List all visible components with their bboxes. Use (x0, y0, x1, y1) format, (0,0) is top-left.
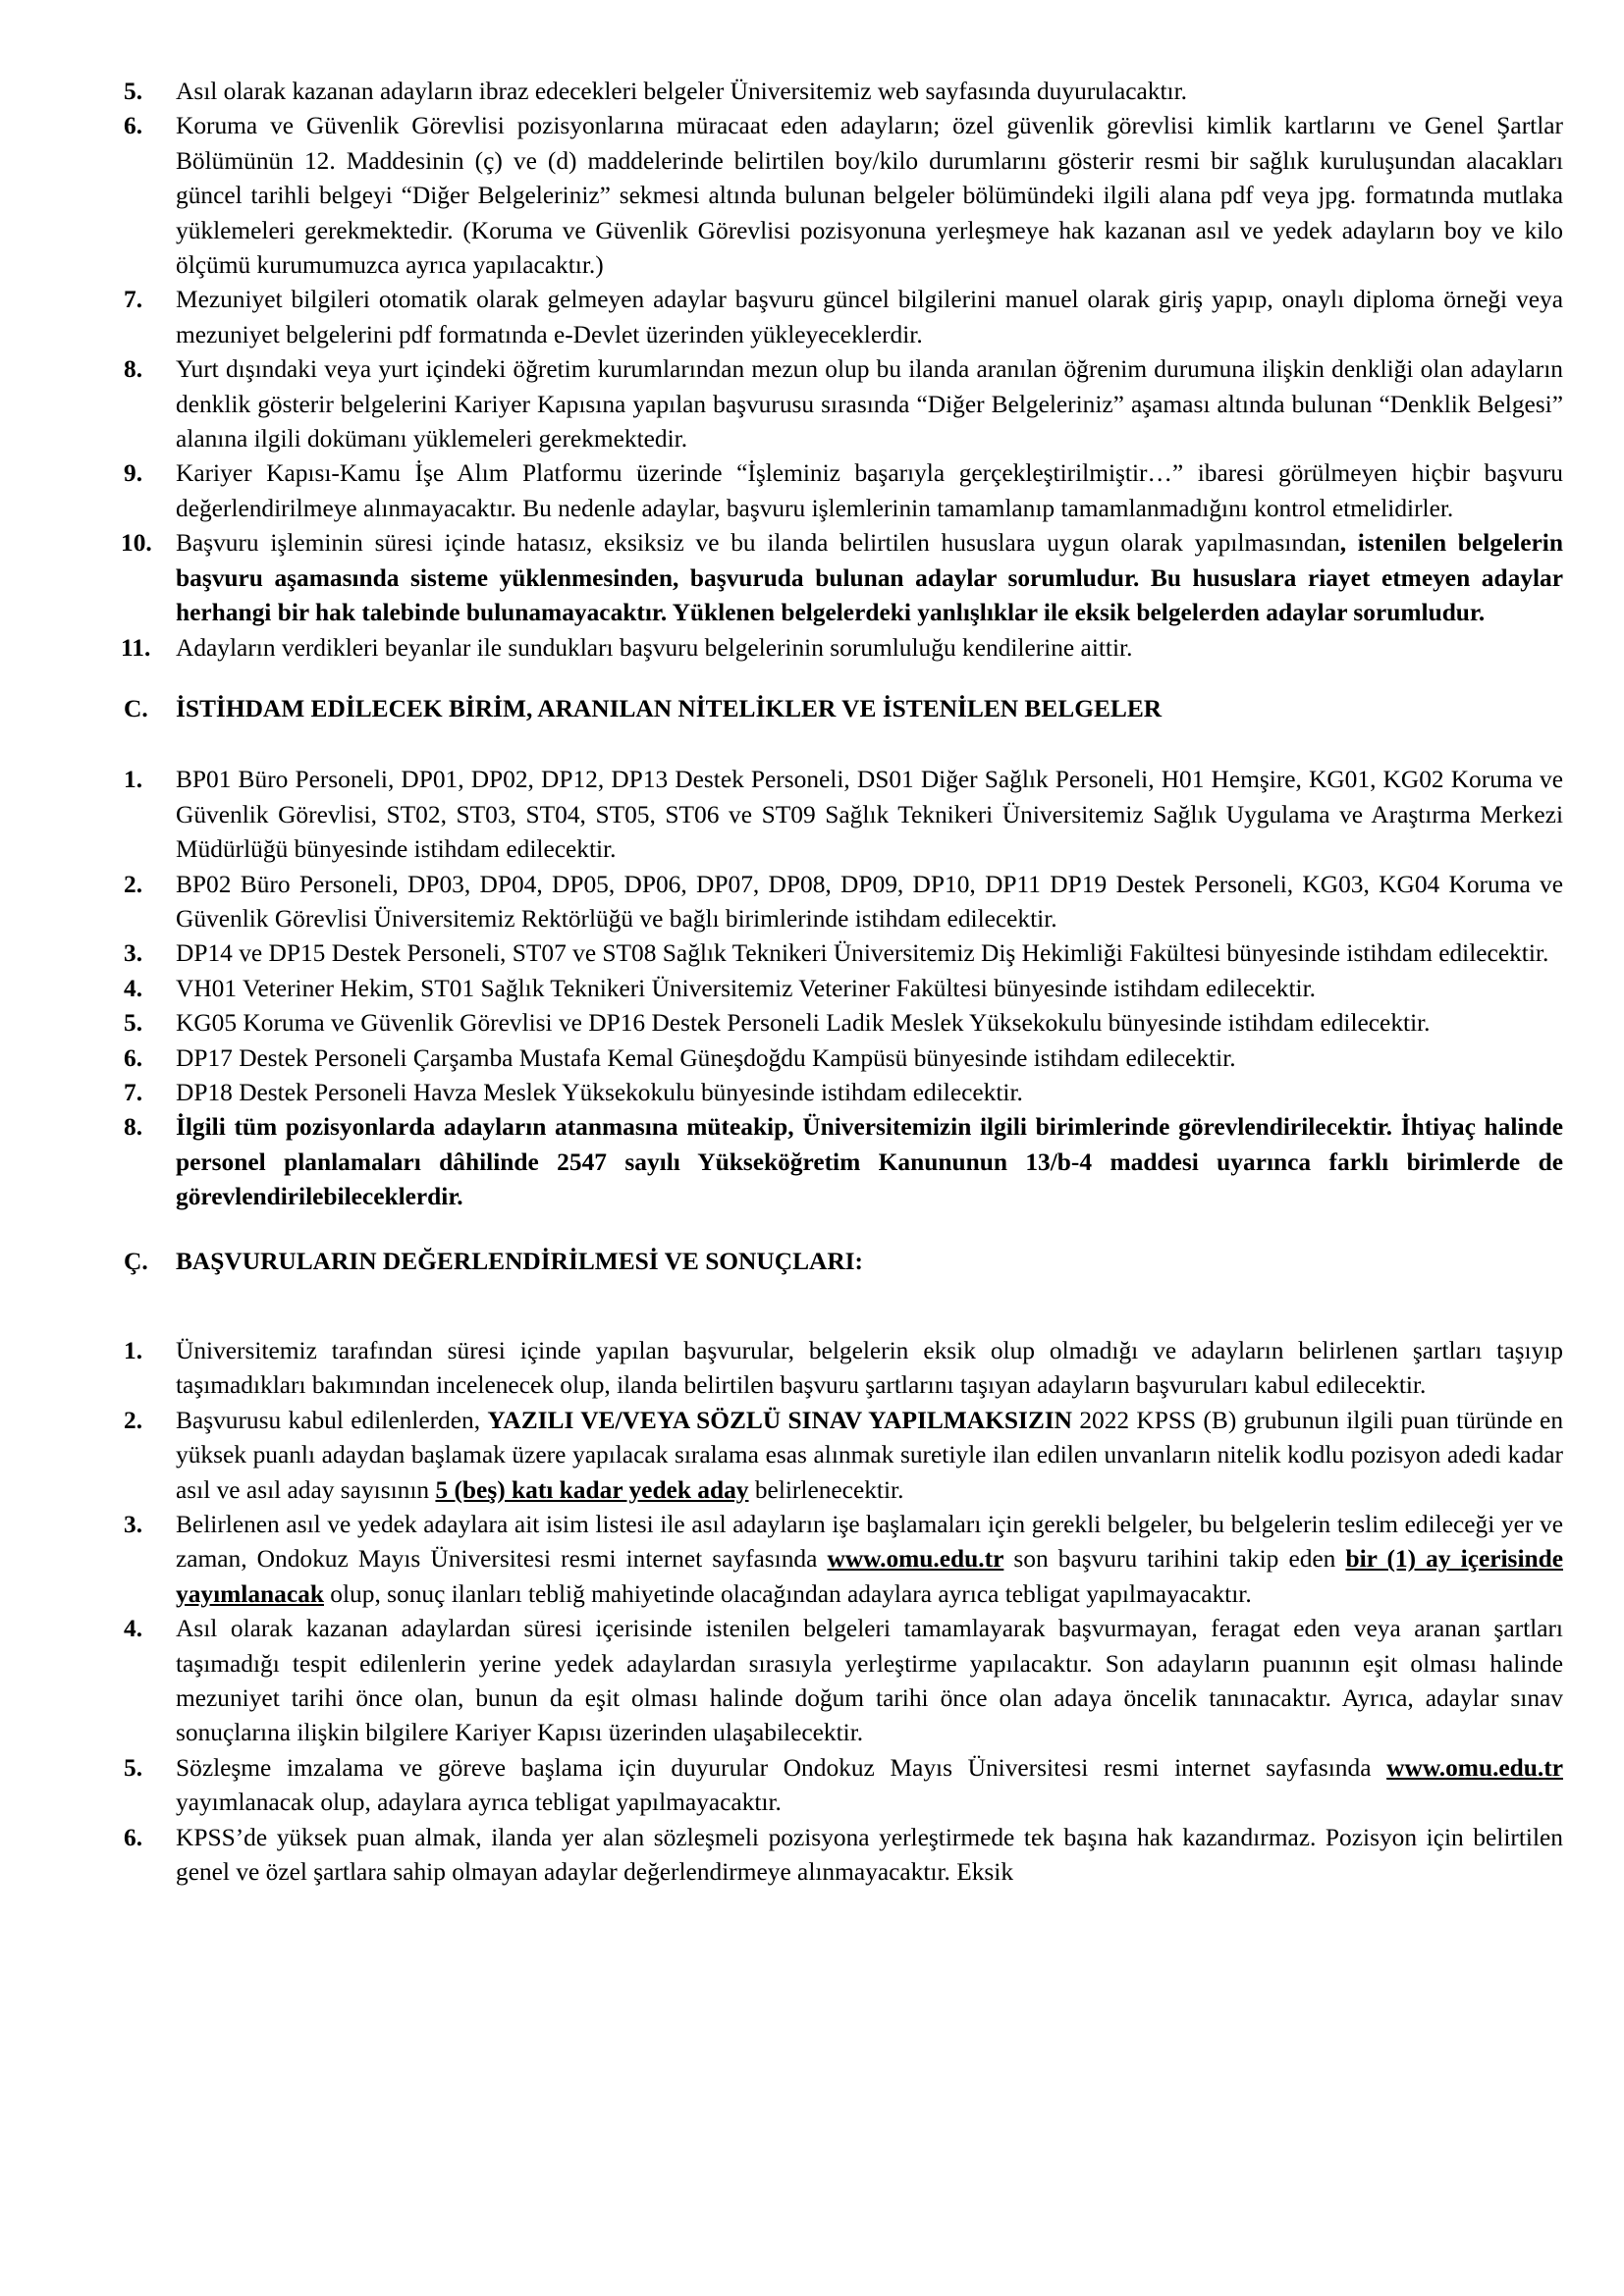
item-text: Adayların verdikleri beyanlar ile sundukları başvuru belgelerinin sorumluluğu kendilerine aittir. (176, 633, 1133, 662)
item-number: 11. (121, 633, 151, 662)
item-number: 5. (124, 1009, 143, 1038)
item-text: Asıl olarak kazanan adayların ibraz edecekleri belgeler Üniversitemiz web sayfasında duyurulacaktır. (176, 78, 1187, 105)
item-text: BP02 Büro Personeli, DP03, DP04, DP05, DP06, DP07, DP08, DP09, DP10, DP11 DP19 Destek Personeli, KG03, KG04 Koruma ve Güvenlik Görevlisi Üniversitemiz Rektörlüğü ve bağlı birimlerinde istihdam edilecektir. (176, 870, 1563, 933)
item-text: KG05 Koruma ve Güvenlik Görevlisi ve DP16 Destek Personeli Ladik Meslek Yüksekokulu bünyesinde istihdam edilecektir. (176, 1009, 1431, 1038)
section-c-title: İSTİHDAM EDİLECEK BİRİM, ARANILAN NİTELİKLER VE İSTENİLEN BELGELER (176, 694, 1163, 722)
section-cc-list (124, 1334, 1563, 1891)
item-number: 4. (124, 1615, 143, 1643)
item-text: Yurt dışındaki veya yurt içindeki öğretim kurumlarından mezun olup bu ilanda aranılan öğrenim durumuna ilişkin denkliği olan adayların denklik gösterir belgelerini Kariyer Kapısına yapılan başvurusu sırasında “Diğer Belgeleriniz” aşaması altında bulunan “Denklik Belgesi” alanına ilgili dokümanı yüklemeleri gerekmektedir. (176, 355, 1563, 454)
item-text: Koruma ve Güvenlik Görevlisi pozisyonlarına müracaat eden adayların; özel güvenlik görevlisi kimlik kartlarını ve Genel Şartlar Bölümünün 12. Maddesinin (ç) ve (d) maddelerinde belirtilen boy/kilo durumlarını gösterir resmi bir sağlık kuruluşundan alacakları güncel tarihli belgeyi “Diğer Belgeleriniz” sekmesi altında bulunan belgeler bölümündeki ilgili alana pdf veya jpg. formatında mutlaka yüklemeleri gerekmektedir. (Koruma ve Güvenlik Görevlisi pozisyonuna yerleşmeye hak kazanan asıl ve yedek adayların boy ve kilo ölçümü kurumumuzca ayrıca yapılacaktır.) (176, 112, 1563, 280)
list-item (124, 352, 1563, 456)
item-text: Sözleşme imzalama ve göreve başlama için duyurular Ondokuz Mayıs Üniversitesi resmi internet sayfasında (176, 1753, 1387, 1782)
item-number: 7. (124, 286, 143, 314)
item-number: 3. (124, 1511, 143, 1539)
list-item (121, 631, 1563, 666)
item-number: 2. (124, 1406, 143, 1434)
section-cc-letter: Ç. (124, 1247, 148, 1275)
item-number: 6. (124, 112, 143, 140)
list-item (124, 1508, 1563, 1612)
item-number: 1. (124, 766, 143, 794)
list-item (124, 763, 1563, 867)
list-item (124, 972, 1563, 1006)
item-text: Başvurusu kabul edilenlerden, (176, 1406, 488, 1434)
item-text: VH01 Veteriner Hekim, ST01 Sağlık Teknikeri Üniversitemiz Veteriner Fakültesi bünyesinde istihdam edilecektir. (176, 974, 1317, 1002)
item-text: Belirlenen asıl ve yedek adaylara ait isim listesi ile asıl adayların işe başlamaları için gerekli belgeler, bu belgelerin teslim edileceği yer ve zaman, Ondokuz Mayıs Üniversitesi resmi internet sayfasında (176, 1511, 1563, 1574)
list-item (124, 456, 1563, 526)
item-number: 6. (124, 1823, 143, 1851)
website-link[interactable]: www.omu.edu.tr (1386, 1753, 1563, 1782)
section-c-letter: C. (124, 694, 148, 722)
item-number: 3. (124, 939, 143, 968)
section-c-heading (124, 692, 1563, 726)
item-text: YAZILI VE/VEYA SÖZLÜ SINAV YAPILMAKSIZIN (487, 1406, 1072, 1434)
item-text: Mezuniyet bilgileri otomatik olarak gelmeyen adaylar başvuru güncel bilgilerini manuel olarak giriş yapıp, onaylı diploma örneği veya mezuniyet belgelerini pdf formatında e-Devlet üzerinden yükleyeceklerdir. (176, 286, 1563, 348)
section-cc-title: BAŞVURULARIN DEĞERLENDİRİLMESİ VE SONUÇLARI: (176, 1247, 864, 1275)
item-number: 7. (124, 1078, 143, 1106)
list-item (124, 1404, 1563, 1508)
item-number: 2. (124, 870, 143, 898)
section-cc-heading (124, 1245, 1563, 1279)
item-number: 8. (124, 1113, 143, 1142)
website-link[interactable]: www.omu.edu.tr (827, 1545, 1004, 1574)
item-number: 9. (124, 459, 143, 488)
item-text: BP01 Büro Personeli, DP01, DP02, DP12, DP13 Destek Personeli, DS01 Diğer Sağlık Personeli, H01 Hemşire, KG01, KG02 Koruma ve Güvenlik Görevlisi, ST02, ST03, ST04, ST05, ST06 ve ST09 Sağlık Teknikeri Üniversitemiz Sağlık Uygulama ve Araştırma Merkezi Müdürlüğü bünyesinde istihdam edilecektir. (176, 766, 1563, 864)
list-item (121, 526, 1563, 630)
list-item (124, 75, 1563, 109)
item-text: 2022 KPSS (B) grubunun ilgili puan türünde en yüksek puanlı adaydan başlamak üzere yapılacak sıralama esas alınmak suretiyle ilan edilen unvanların nitelik kodlu pozisyon adedi kadar asıl ve asıl aday sayısının (176, 1406, 1564, 1504)
item-text: son başvuru tarihini takip eden (1003, 1545, 1346, 1574)
list-item (124, 868, 1563, 937)
list-item (124, 1612, 1563, 1751)
item-text: Asıl olarak kazanan adaylardan süresi içerisinde istenilen belgeleri tamamlayarak başvurmayan, feragat eden veya aranan şartları taşımadığı tespit edilenlerin yerine yedek adaylardan sırasıyla yerleştirme yapılacaktır. Son adayların puanının eşit olması halinde mezuniyet tarihi önce olan, bunun da eşit olması halinde doğum tarihi önce olan adaya öncelik tanınacaktır. Ayrıca, adaylar sınav sonuçlarına ilişkin bilgilere Kariyer Kapısı üzerinden ulaşabilecektir. (176, 1615, 1563, 1747)
list-item (124, 109, 1563, 283)
item-text: Kariyer Kapısı-Kamu İşe Alım Platformu üzerinde “İşleminiz başarıyla gerçekleştirilmiştir…” ibaresi görülmeyen hiçbir başvuru değerlendirilmeye alınmayacaktır. Bu nedenle adaylar, başvuru işlemlerinin tamamlanıp tamamlanmadığını kontrol etmelidirler. (176, 459, 1563, 522)
list-item (124, 1076, 1563, 1110)
item-number: 8. (124, 355, 143, 384)
item-text: KPSS’de yüksek puan almak, ilanda yer alan sözleşmeli pozisyona yerleştirmede tek başına hak kazandırmaz. Pozisyon için belirtilen genel ve özel şartlara sahip olmayan adaylar değerlendirmeye alınmayacaktır. Eksik (176, 1823, 1563, 1887)
item-number: 4. (124, 974, 143, 1002)
list-item (124, 283, 1563, 352)
item-text: yayımlanacak olup, adaylara ayrıca tebligat yapılmayacaktır. (176, 1789, 782, 1817)
list-item (124, 1821, 1563, 1891)
list-item (124, 1751, 1563, 1821)
item-text: İlgili tüm pozisyonlarda adayların atanmasına müteakip, Üniversitemizin ilgili birimlerinde görevlendirilecektir. İhtiyaç halinde personel planlamaları dâhilinde 2547 sayılı Yükseköğretim Kanununun 13/b-4 maddesi uyarınca farklı birimlerde de görevlendirilebileceklerdir. (176, 1113, 1563, 1211)
item-text: olup, sonuç ilanları tebliğ mahiyetinde olacağından adaylara ayrıca tebligat yapılmayacaktır. (323, 1579, 1252, 1608)
item-text: DP17 Destek Personeli Çarşamba Mustafa Kemal Güneşdoğdu Kampüsü bünyesinde istihdam edilecektir. (176, 1043, 1236, 1072)
list-item (124, 1334, 1563, 1404)
section-c-list (124, 763, 1563, 1214)
item-text: 5 (beş) katı kadar yedek aday (435, 1475, 749, 1504)
list-item (124, 1110, 1563, 1214)
item-text: DP18 Destek Personeli Havza Meslek Yüksekokulu bünyesinde istihdam edilecektir. (176, 1078, 1023, 1106)
item-text: belirlenecektir. (748, 1475, 904, 1504)
item-text: bir (1) ay içerisinde yayımlanacak (176, 1545, 1564, 1608)
item-number: 1. (124, 1337, 143, 1364)
item-text: Üniversitemiz tarafından süresi içinde yapılan başvurular, belgelerin eksik olup olmadığı ve adayların belirlenen şartları taşıyıp taşımadıkları bakımından incelenecek olup, ilanda belirtilen başvuru şartlarını taşıyan adayların başvuruları kabul edilecektir. (176, 1337, 1563, 1400)
item-text: , istenilen belgelerin başvuru aşamasında sisteme yüklenmesinden, başvuruda bulunan adaylar sorumludur. Bu hususlara riayet etmeyen adaylar herhangi bir hak talebinde bulunamayacaktır. Yüklenen belgelerdeki yanlışlıklar ile eksik belgelerden adaylar sorumludur. (176, 529, 1563, 627)
item-number: 6. (124, 1043, 143, 1072)
item-number: 10. (121, 529, 152, 558)
item-text: DP14 ve DP15 Destek Personeli, ST07 ve ST08 Sağlık Teknikeri Üniversitemiz Diş Hekimliği Fakültesi bünyesinde istihdam edilecektir. (176, 939, 1549, 968)
item-number: 5. (124, 78, 143, 105)
list-top (121, 75, 1563, 666)
list-item (124, 936, 1563, 971)
document-page (121, 75, 1564, 1891)
list-item (124, 1006, 1563, 1041)
item-number: 5. (124, 1753, 143, 1782)
item-text: Başvuru işleminin süresi içinde hatasız, eksiksiz ve bu ilanda belirtilen hususlara uygun olarak yapılmasından (176, 529, 1340, 558)
list-item (124, 1041, 1563, 1076)
